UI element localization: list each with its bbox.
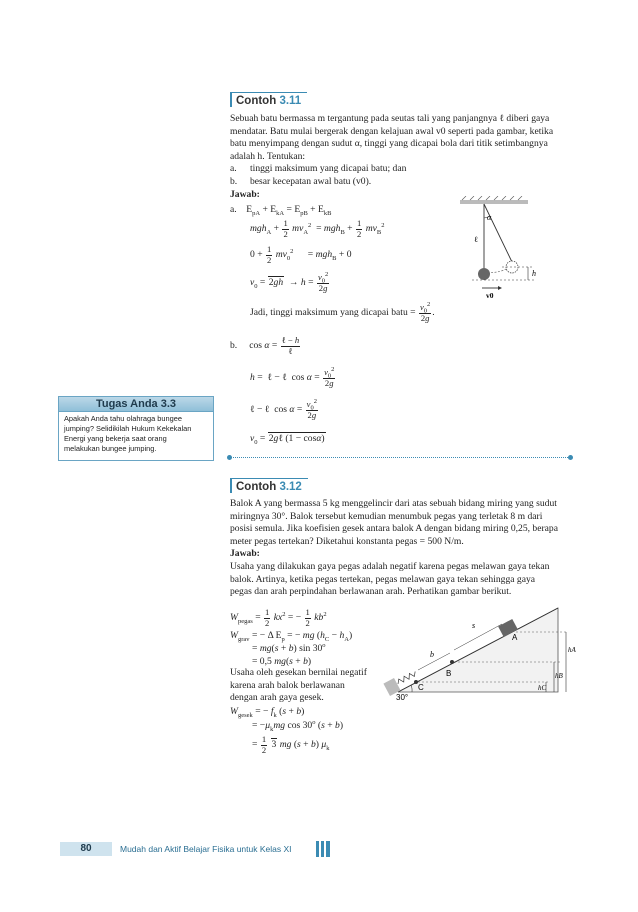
problem-line: mendatar. Batu mulai bergerak dengan kelajuan awal v0 seperti pada gambar, ketika	[230, 125, 554, 137]
contoh-number: 3.11	[279, 95, 302, 107]
equation-mgh: mgh$_A$ + $\frac{1}{2}$ $mv_A^2 = mgh_B$ + $\frac{1}{2}$ $mv_B^2$	[250, 218, 385, 239]
b-point-label: B	[446, 669, 452, 678]
v0-label: v0	[486, 291, 494, 300]
ha-label: hA	[568, 646, 576, 654]
tugas-header: Tugas Anda 3.3	[58, 396, 214, 412]
tugas-line: jumping? Selidikilah Hukum Kekekalan	[64, 424, 192, 433]
tugas-line: melakukan bungee jumping.	[64, 444, 157, 453]
problem-line: meter pegas tertekan? Diketahui konstanta pegas = 500 N/m.	[230, 535, 464, 547]
pendulum-figure	[452, 196, 572, 306]
contoh-label: Contoh	[236, 95, 277, 107]
contoh-3-11-problem	[230, 113, 574, 201]
v0-arrowhead	[498, 286, 502, 290]
conclusion-text: Jadi, tinggi maksimum yang dicapai batu =	[250, 307, 416, 319]
book-title: Mudah dan Aktif Belajar Fisika untuk Kelas XI	[120, 844, 292, 854]
b-distance-label: b	[430, 650, 434, 659]
c-label: C	[418, 683, 424, 692]
a-label: A	[512, 633, 518, 642]
hc-label: hC	[538, 684, 547, 692]
conclusion-line: Jadi, tinggi maksimum yang dicapai batu = $\frac{v_0^2}{2g}$ .	[250, 301, 435, 323]
contoh-3-12-header	[230, 478, 308, 493]
equation-w-grav-3: = 0,5 mg(s + b)	[252, 656, 312, 667]
equation-w-pegas: $W_{pegas}$ = $\frac{1}{2}$ $kx^2$ = − $\frac{1}{2}$ $kb^2$	[230, 607, 327, 628]
contoh-3-12-problem	[230, 498, 574, 599]
item-letter: a.	[230, 163, 237, 175]
point-b	[450, 660, 454, 664]
tugas-line: Apakah Anda tahu olahraga bungee	[64, 414, 182, 423]
problem-line: Balok A yang bermassa 5 kg menggelincir dari atas sebuah bidang miring yang sudut	[230, 498, 557, 509]
equation-w-gesek-3: = $\frac{1}{2}$ 3 mg (s + b) $\mu_k$	[252, 734, 330, 755]
jawab-label: Jawab:	[230, 188, 260, 200]
equation-h-cos: h = ℓ − ℓ cos α = $\frac{v_0^2}{2g}$	[250, 366, 335, 388]
item-letter: b.	[230, 175, 238, 187]
spring	[396, 671, 417, 685]
equation-v0-final: $v_0$ = 2gℓ (1 − cosα)	[250, 433, 325, 446]
ell-label: ℓ	[474, 235, 478, 244]
footer-bar-2	[321, 841, 324, 857]
note-line: karena arah balok berlawanan	[230, 679, 345, 691]
solution-line: balok. Artinya, ketika pegas tertekan, pegas melawan gaya tekan sehingga gaya	[230, 573, 536, 585]
jawab-label: Jawab:	[230, 548, 260, 560]
note-line: dengan arah gaya gesek.	[230, 692, 324, 704]
separator-dot-left	[227, 455, 232, 460]
ceiling	[460, 200, 528, 204]
bob-initial	[478, 268, 490, 280]
equation-w-gesek-2: = $-\mu_kmg$ cos 30$^o$ (s + b)	[252, 718, 344, 733]
equation-w-grav-2: = mg(s + b) sin 30$^o$	[252, 641, 326, 654]
hb-label: hB	[555, 672, 563, 680]
contoh-label: Contoh	[236, 481, 277, 493]
tugas-line: Energi yang bekerja saat orang	[64, 434, 167, 443]
equation-cos: b. cos α = $\frac{\text{ℓ − h}}{\text{ℓ}}$	[230, 335, 300, 356]
equation-w-grav: $W_{grav}$ = − Δ $E_p$ = − mg $(h_C - h_A)$	[230, 630, 353, 643]
footer-bar-1	[316, 841, 319, 857]
contoh-number: 3.12	[279, 481, 302, 493]
problem-line: Sebuah batu bermassa m tergantung pada seutas tali yang panjangnya ℓ diberi gaya	[230, 113, 550, 124]
solution-line: Usaha yang dilakukan gaya pegas adalah negatif karena pegas melawan gaya tekan	[230, 560, 550, 572]
separator-rule	[230, 457, 570, 458]
equation-l-cos: ℓ − ℓ cos α = $\frac{v_0^2}{2g}$	[250, 398, 317, 420]
equation-w-gesek: $W_{gesek}$ = − $f_k$ (s + b)	[230, 706, 305, 719]
problem-line: posisi semula. Jika koefisien gesek antara balok A dengan bidang miring 0,25, berapa	[230, 523, 558, 535]
note-line: Usaha oleh gesekan bernilai negatif	[230, 667, 367, 678]
alpha-label: α	[487, 213, 492, 222]
separator-dot-right	[568, 455, 573, 460]
equation-zero: 0 + $\frac{1}{2}$ $mv_0^2$ = mgh$_B$ + 0	[250, 244, 352, 265]
ceiling-hatch	[462, 196, 522, 200]
s-distance-label: s	[472, 621, 476, 630]
item-a-text: tinggi maksimum yang dicapai batu; dan	[250, 163, 407, 175]
contoh-3-11-header	[230, 92, 307, 107]
item-b-text: besar kecepatan awal batu (v0).	[250, 175, 372, 187]
equation-energy: a. $E_{pA} + E_{kA} = E_{pB} + E_{kB}$	[230, 204, 332, 217]
problem-line: adalah h. Tentukan:	[230, 150, 306, 162]
friction-note	[230, 667, 370, 705]
page-number: 80	[60, 842, 112, 856]
tugas-body	[58, 411, 214, 461]
problem-line: miringnya 30°. Balok tersebut kemudian menumbuk pegas yang terletak 8 m dari	[230, 510, 543, 522]
incline-figure	[378, 604, 576, 704]
solution-line: pegas dan arah perpindahan berlawanan arah. Perhatikan gambar berikut.	[230, 586, 512, 598]
equation-v0: $v_0 = 2gh \to h$ = $\frac{v_0^2}{2g}$	[250, 271, 329, 293]
angle-label: 30°	[396, 693, 409, 702]
problem-line: batu menyimpang dengan sudut α, tinggi yang dicapai bola dari titik setimbangnya	[230, 138, 548, 150]
h-label: h	[532, 269, 536, 278]
footer-bar-3	[326, 841, 330, 857]
